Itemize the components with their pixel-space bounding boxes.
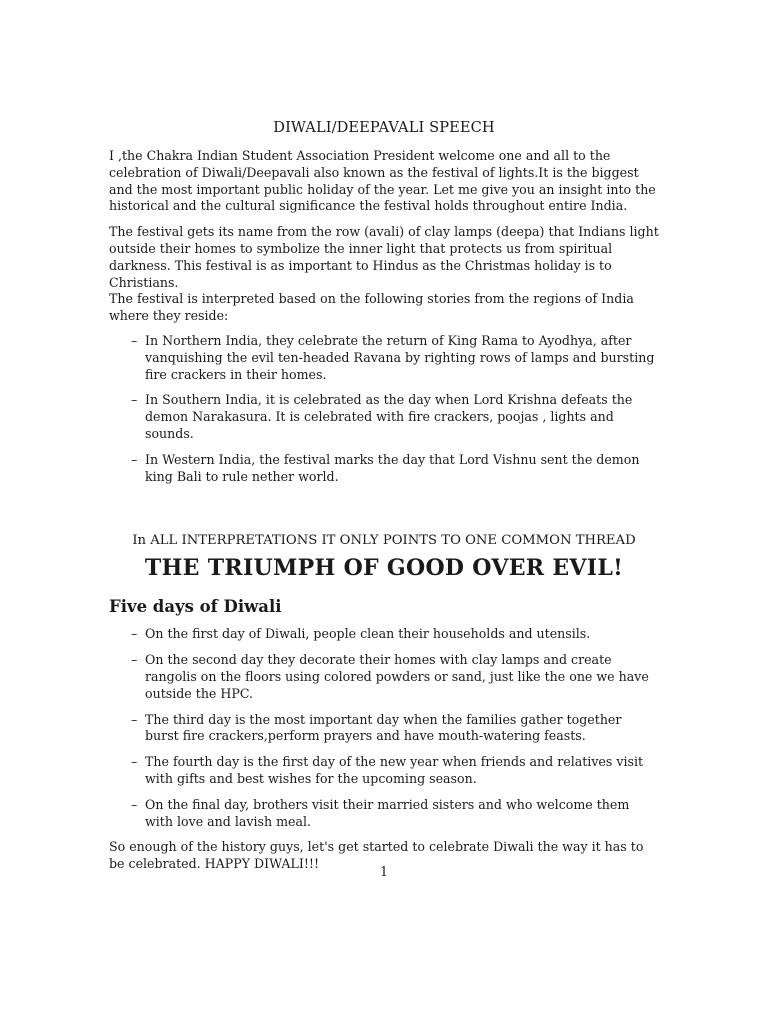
list-item bbox=[109, 452, 659, 486]
day-four-text: The fourth day is the first day of the new year when friends and relatives visit with gifts and best wishes for the upcoming season. bbox=[145, 754, 644, 786]
triumph-heading: THE TRIUMPH OF GOOD OVER EVIL! bbox=[144, 555, 624, 582]
days-list bbox=[109, 626, 659, 830]
region-south-text: In Southern India, it is celebrated as the day when Lord Krishna defeats the demon Narakasura. It is celebrated with fire crackers, poojas , lights and sounds. bbox=[145, 392, 633, 441]
thread-text: ALL INTERPRETATIONS IT ONLY POINTS TO ONE COMMON THREAD bbox=[150, 533, 636, 549]
dash-bullet: – bbox=[131, 796, 138, 812]
dash-bullet: – bbox=[131, 392, 138, 408]
day-one-text: On the first day of Diwali, people clean their households and utensils. bbox=[145, 626, 591, 642]
list-item bbox=[109, 333, 659, 383]
intro-paragraph: I ,the Chakra Indian Student Association President welcome one and all to the celebration of Diwali/Deepavali also known as the festival of lights.It is the biggest and the most important public holiday of the year. Let me give you an insight into the historical and the cultural significance the festival holds throughout entire India. bbox=[109, 148, 656, 214]
common-thread-line bbox=[109, 532, 659, 550]
dash-bullet: – bbox=[131, 626, 138, 642]
festival-name-paragraph: The festival gets its name from the row (avali) of clay lamps (deepa) that Indians light outside their homes to symbolize the inner light that protects us from spiritual darkness. This festival is as important to Hindus as the Christmas holiday is to Christians. bbox=[109, 224, 659, 290]
list-item bbox=[109, 652, 659, 702]
page-number: 1 bbox=[379, 864, 388, 879]
day-three-text: The third day is the most important day when the families gather together burst fire crackers,perform prayers and have mouth-watering feasts. bbox=[145, 711, 622, 744]
thread-prefix: In bbox=[132, 533, 147, 549]
region-west-text: In Western India, the festival marks the day that Lord Vishnu sent the demon king Bali to rule nether world. bbox=[145, 451, 640, 484]
list-item bbox=[109, 626, 659, 643]
document-title: DIWALI/DEEPAVALI SPEECH bbox=[273, 119, 495, 136]
list-item bbox=[109, 712, 659, 746]
dash-bullet: – bbox=[131, 711, 138, 727]
region-north-text: In Northern India, they celebrate the return of King Rama to Ayodhya, after vanquishing the evil ten-headed Ravana by righting rows of lamps and bursting fire crackers in their homes. bbox=[145, 332, 655, 382]
dash-bullet: – bbox=[131, 451, 138, 467]
list-item bbox=[109, 754, 659, 788]
document-page bbox=[109, 118, 659, 882]
regions-list bbox=[109, 333, 659, 485]
dash-bullet: – bbox=[131, 332, 138, 348]
dash-bullet: – bbox=[131, 652, 138, 668]
day-two-text: On the second day they decorate their homes with clay lamps and create rangolis on the floors using colored powders or sand, just like the one we have outside the HPC. bbox=[145, 652, 649, 701]
dash-bullet: – bbox=[131, 754, 138, 770]
five-days-heading: Five days of Diwali bbox=[109, 597, 282, 617]
day-five-text: On the final day, brothers visit their married sisters and who welcome them with love and lavish meal. bbox=[145, 796, 630, 829]
list-item bbox=[109, 797, 659, 831]
closing-paragraph: So enough of the history guys, let's get started to celebrate Diwali the way it has to be celebrated. HAPPY DIWALI!!! bbox=[109, 839, 644, 872]
interpretation-intro-paragraph: The festival is interpreted based on the following stories from the regions of India where they reside: bbox=[109, 291, 634, 324]
list-item bbox=[109, 392, 659, 442]
